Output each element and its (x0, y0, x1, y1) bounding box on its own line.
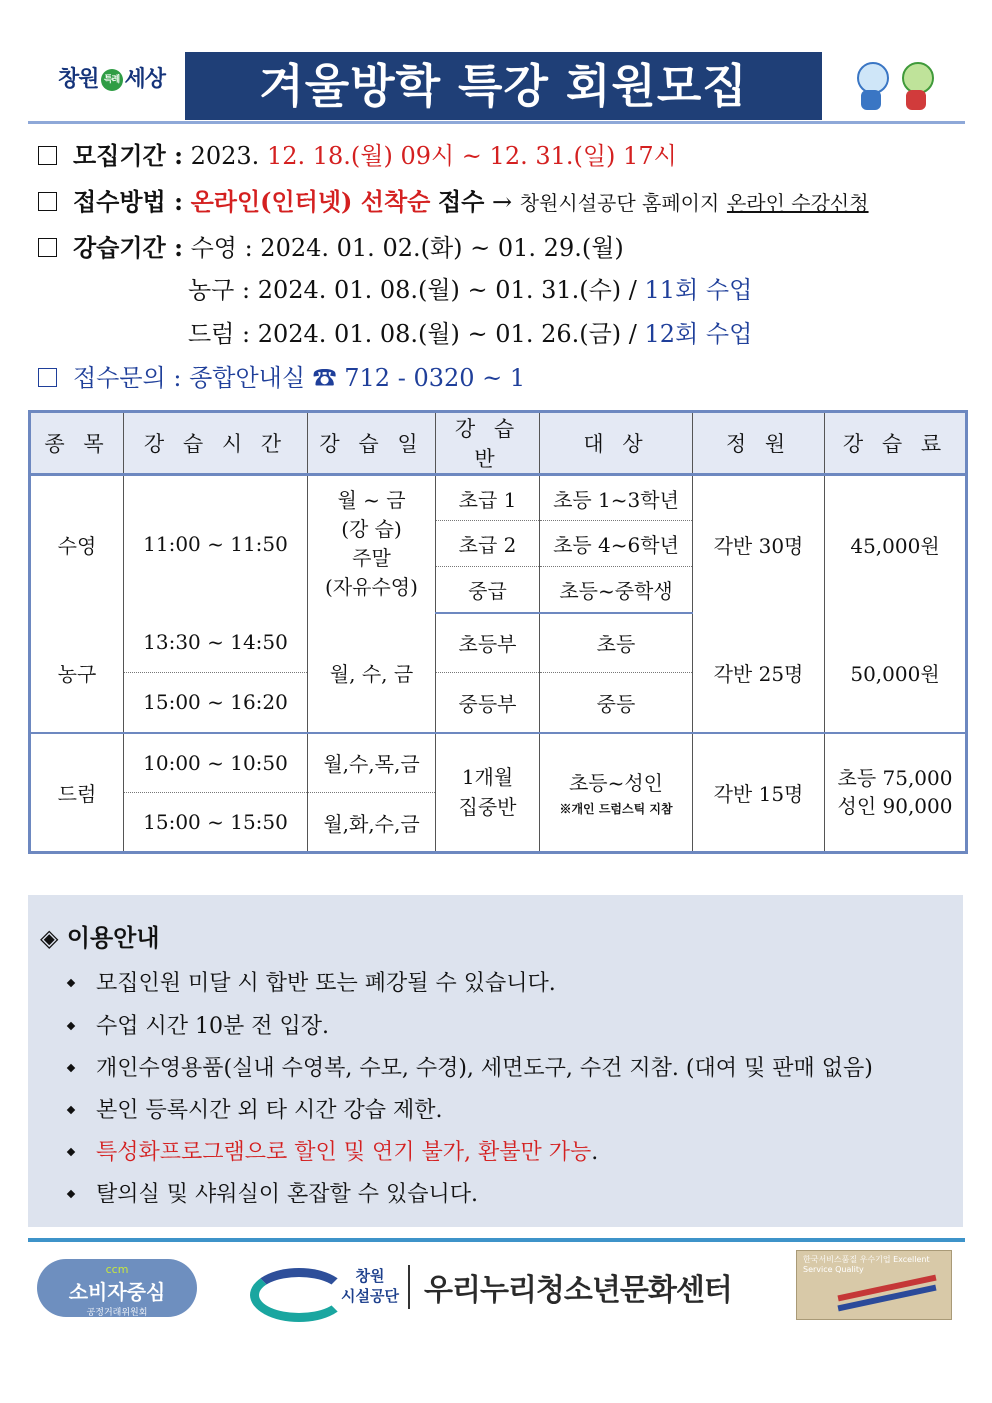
time-cell: 15:00 ~ 16:20 (124, 673, 308, 733)
contact-line: 접수문의 : 종합안내실 ☎ 712 - 0320 ~ 1 (38, 358, 525, 393)
target-cell: 초등~중학생 (540, 567, 693, 613)
basketball-capacity: 각반 25명 (693, 613, 825, 733)
list-item: 특성화프로그램으로 할인 및 연기 불가, 환불만 가능. (68, 1135, 598, 1166)
page-title: 겨울방학 특강 회원모집 (185, 52, 822, 120)
guide-title: ◈ 이용안내 (40, 923, 160, 952)
mascot-blue-icon (853, 62, 889, 112)
checkbox-icon (38, 238, 57, 257)
time-cell: 15:00 ~ 15:50 (124, 793, 308, 853)
drum-period-line: 드럼 : 2024. 01. 08.(월) ~ 01. 26.(금) / 12회 수업 (188, 320, 753, 348)
class-cell: 초등부 (436, 613, 540, 673)
apply-method-line: 접수방법 : 온라인(인터넷) 선착순 접수 → 창원시설공단 홈페이지 온라인 수강신청 (38, 182, 869, 217)
target-cell: 초등 1~3학년 (540, 475, 693, 521)
ccm-logo: ccm 소비자중심 공정거래위원회 (37, 1259, 197, 1317)
col-header: 종 목 (30, 412, 124, 475)
lesson-period-line: 강습기간 : 수영 : 2024. 01. 02.(화) ~ 01. 29.(월) (38, 228, 624, 263)
diamond-bullet-icon (67, 1190, 75, 1198)
table-row (30, 733, 967, 793)
days-cell: 월,화,수,금 (308, 793, 436, 853)
checkbox-icon (38, 146, 57, 165)
contact-phone: 종합안내실 ☎ 712 - 0320 ~ 1 (189, 364, 526, 392)
service-quality-badge: 한국서비스품질 우수기업 Excellent Service Quality (796, 1250, 952, 1320)
col-header: 강 습 반 (436, 412, 540, 475)
online-apply-link[interactable]: 온라인 수강신청 (726, 191, 869, 215)
swim-time: 11:00 ~ 11:50 (124, 475, 308, 613)
arrow-icon: → (491, 188, 513, 216)
col-header: 정 원 (693, 412, 825, 475)
swim-fee: 45,000원 (825, 475, 967, 613)
center-name: 우리누리청소년문화센터 (408, 1265, 732, 1309)
days-cell: 월,수,목,금 (308, 733, 436, 793)
target-cell: 중등 (540, 673, 693, 733)
time-cell: 10:00 ~ 10:50 (124, 733, 308, 793)
swim-capacity: 각반 30명 (693, 475, 825, 613)
list-item: 수업 시간 10분 전 입장. (68, 1009, 329, 1040)
changwon-facilities-name: 창원 시설공단 (341, 1267, 399, 1305)
checkbox-icon (38, 192, 57, 211)
footer-divider (28, 1238, 965, 1242)
header-divider (28, 121, 965, 124)
recruit-period-line: 모집기간 : 2023. 12. 18.(월) 09시 ~ 12. 31.(일) 17시 (38, 136, 677, 171)
swim-days: 월 ~ 금 (강 습) 주말 (자유수영) (308, 475, 436, 613)
table-row (30, 613, 967, 673)
recruit-dates: 12. 18.(월) 09시 ~ 12. 31.(일) 17시 (266, 142, 677, 170)
diamond-bullet-icon (67, 1148, 75, 1156)
mascot-green-icon (898, 62, 934, 112)
diamond-bullet-icon (67, 1064, 75, 1072)
table-header-row (30, 412, 967, 475)
basketball-name: 농구 (30, 613, 124, 733)
changwon-facilities-swirl-icon (250, 1268, 348, 1322)
drum-fee: 초등 75,000 성인 90,000 (825, 733, 967, 853)
class-cell: 중급 (436, 567, 540, 613)
col-header: 강 습 일 (308, 412, 436, 475)
drum-class: 1개월 집중반 (436, 733, 540, 853)
list-item: 본인 등록시간 외 타 시간 강습 제한. (68, 1093, 442, 1124)
checkbox-icon (38, 368, 57, 387)
table-row (30, 475, 967, 521)
logo-badge: 특례 (101, 69, 123, 91)
drum-note: ※개인 드럼스틱 지참 (559, 802, 673, 817)
drum-target: 초등~성인 ※개인 드럼스틱 지참 (540, 733, 693, 853)
class-cell: 중등부 (436, 673, 540, 733)
basketball-period-line: 농구 : 2024. 01. 08.(월) ~ 01. 31.(수) / 11회 수업 (188, 276, 753, 304)
class-cell: 초급 1 (436, 475, 540, 521)
drum-name: 드럼 (57, 781, 97, 806)
list-item: 모집인원 미달 시 합반 또는 폐강될 수 있습니다. (68, 966, 556, 997)
basketball-fee: 50,000원 (825, 613, 967, 733)
drum-capacity: 각반 15명 (693, 733, 825, 853)
col-header: 대 상 (540, 412, 693, 475)
col-header: 강 습 시 간 (124, 412, 308, 475)
diamond-bullet-icon (67, 1022, 75, 1030)
diamond-bullet-icon (67, 979, 75, 987)
basketball-days: 월, 수, 금 (308, 613, 436, 733)
target-cell: 초등 4~6학년 (540, 521, 693, 567)
diamond-bullet-icon (67, 1106, 75, 1114)
list-item: 개인수영용품(실내 수영복, 수모, 수경), 세면도구, 수건 지참. (대여 및 판매 없음) (68, 1051, 873, 1082)
schedule-table (28, 410, 968, 854)
target-cell: 초등 (540, 613, 693, 673)
col-header: 강 습 료 (825, 412, 967, 475)
swim-name: 수영 (57, 533, 97, 558)
time-cell: 13:30 ~ 14:50 (124, 613, 308, 673)
class-cell: 초급 2 (436, 521, 540, 567)
changwon-logo: 창원 특례 세상 (58, 67, 166, 92)
list-item: 탈의실 및 샤워실이 혼잡할 수 있습니다. (68, 1177, 478, 1208)
